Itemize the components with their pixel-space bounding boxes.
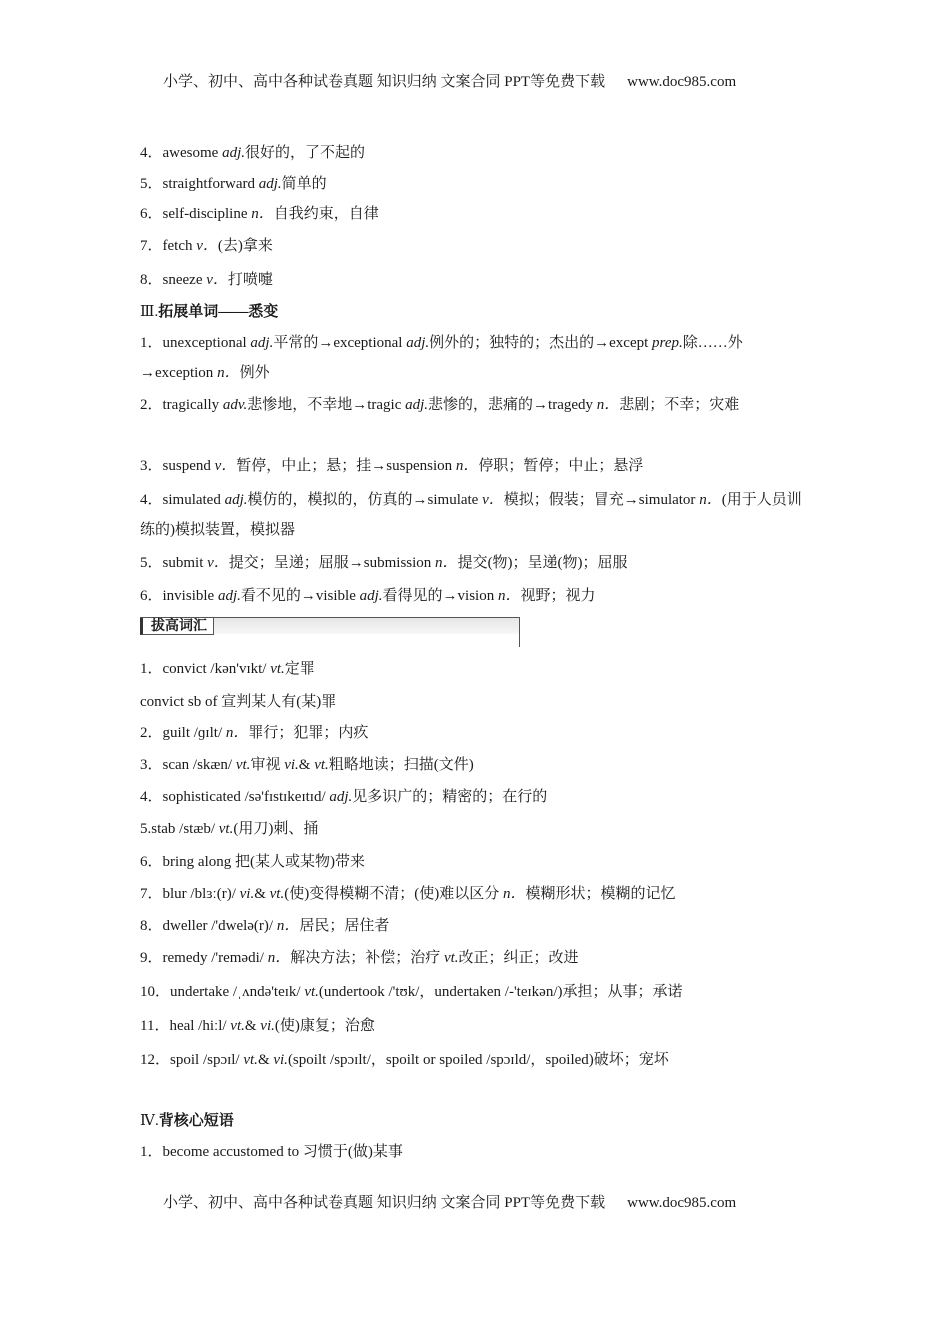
- box-right-rule: [519, 617, 520, 647]
- advanced-item: 7．blur /blɜː(r)/ vi.& vt.(使)变得模糊不清；(使)难以区分 n．模糊形状；模糊的记忆: [140, 886, 676, 902]
- section-heading: [140, 302, 278, 322]
- expand-item: 2．tragically adv.悲惨地，不幸地→tragic adj.悲惨的，悲痛的→tragedy n．悲剧；不幸；灾难: [140, 397, 740, 413]
- advanced-item: convict sb of 宣判某人有(某)罪: [140, 694, 337, 710]
- word-item: 4．awesome adj.很好的，了不起的: [140, 145, 366, 161]
- phrase-item: 1．become accustomed to 习惯于(做)某事: [140, 1144, 403, 1160]
- expand-item: 1．unexceptional adj.平常的→exceptional adj.例外的；独特的；杰出的→except prep.除……外→exception n．例外: [140, 335, 743, 381]
- header-text: 小学、初中、高中各种试卷真题 知识归纳 文案合同 PPT等免费下载: [163, 74, 606, 90]
- section-title: 背核心短语: [158, 1113, 234, 1129]
- page-header: [163, 70, 736, 91]
- box-heading: [140, 617, 520, 647]
- page-footer: [163, 1191, 736, 1212]
- section-heading: [140, 1111, 234, 1131]
- word-item: 7．fetch v．(去)拿来: [140, 238, 273, 254]
- advanced-item: 12．spoil /spɔɪl/ vt.& vi.(spoilt /spɔɪlt/，spoilt or spoiled /spɔɪld/，spoiled)破坏；宠坏: [140, 1052, 669, 1068]
- expand-item: 4．simulated adj.模仿的，模拟的，仿真的→simulate v．模拟；假装；冒充→simulator n．(用于人员训练的)模拟装置，模拟器: [140, 492, 802, 538]
- word-item: 5．straightforward adj.简单的: [140, 176, 327, 192]
- footer-text: 小学、初中、高中各种试卷真题 知识归纳 文案合同 PPT等免费下载: [163, 1195, 606, 1211]
- advanced-item: 4．sophisticated /sə'fɪstɪkeɪtɪd/ adj.见多识广的；精密的；在行的: [140, 789, 548, 805]
- expand-item: 5．submit v．提交；呈递；屈服→submission n．提交(物)；呈递(物)；屈服: [140, 555, 628, 571]
- box-heading-label: 拔高词汇: [140, 618, 214, 635]
- advanced-item: 6．bring along 把(某人或某物)带来: [140, 854, 365, 870]
- section-roman: Ⅲ.: [140, 304, 159, 320]
- advanced-item: 5.stab /stæb/ vt.(用刀)刺、捅: [140, 821, 319, 837]
- advanced-item: 3．scan /skæn/ vt.审视 vi.& vt.粗略地读；扫描(文件): [140, 757, 474, 773]
- section-title: 拓展单词——悉变: [158, 304, 279, 320]
- footer-site: www.doc985.com: [627, 1195, 737, 1211]
- advanced-item: 10．undertake /ˌʌndə'teɪk/ vt.(undertook /'tʊk/，undertaken /-'teɪkən/)承担；从事；承诺: [140, 984, 683, 1000]
- advanced-item: 1．convict /kən'vɪkt/ vt.定罪: [140, 661, 315, 677]
- advanced-item: 9．remedy /'remədi/ n．解决方法；补偿；治疗 vt.改正；纠正；改进: [140, 950, 579, 966]
- word-item: 8．sneeze v．打喷嚏: [140, 272, 273, 288]
- advanced-item: 8．dweller /'dwelə(r)/ n．居民；居住者: [140, 918, 390, 934]
- header-site: www.doc985.com: [627, 74, 737, 90]
- advanced-item: 2．guilt /ɡɪlt/ n．罪行；犯罪；内疚: [140, 725, 369, 741]
- expand-item: 6．invisible adj.看不见的→visible adj.看得见的→vision n．视野；视力: [140, 588, 596, 604]
- section-roman: Ⅳ.: [140, 1113, 159, 1129]
- advanced-item: 11．heal /hiːl/ vt.& vi.(使)康复；治愈: [140, 1018, 375, 1034]
- word-item: 6．self-discipline n．自我约束，自律: [140, 206, 379, 222]
- expand-item: 3．suspend v．暂停，中止；悬；挂→suspension n．停职；暂停；中止；悬浮: [140, 458, 644, 474]
